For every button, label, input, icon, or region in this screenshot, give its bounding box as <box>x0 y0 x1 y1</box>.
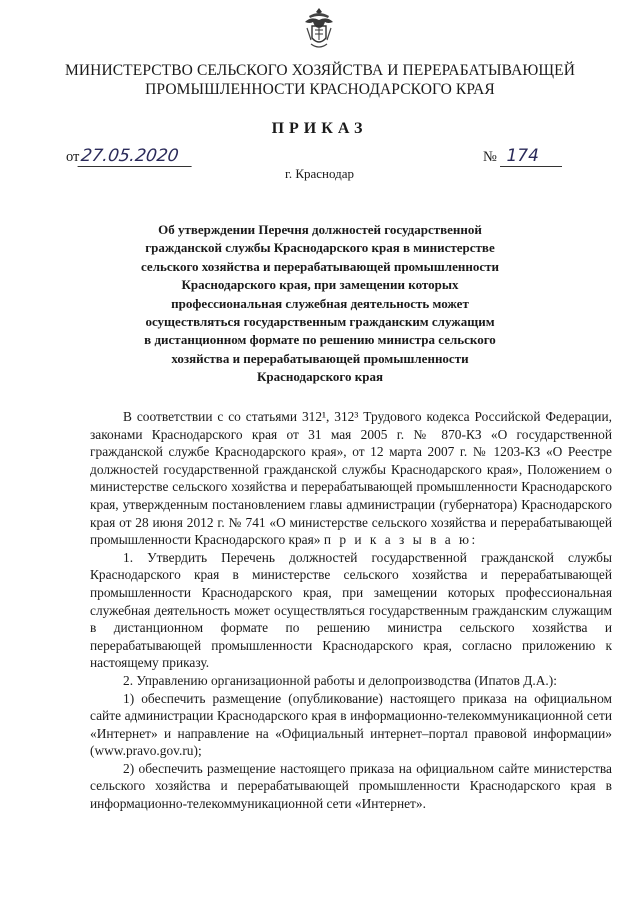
title-line: профессиональная служебная деятельность может <box>171 295 469 311</box>
number-label: № <box>483 149 497 165</box>
krasnodar-coat-of-arms-icon <box>301 6 337 50</box>
item-2-1-paragraph: 1) обеспечить размещение (опубликование) настоящего приказа на официальном сайте администрации Краснодарского края в информационно-телекоммуникационной сети «Интернет» и направление на «Официальный интернет–портал правовой информации» (www.pravo.gov.ru); <box>90 690 612 759</box>
order-word: п р и к а з ы в а ю: <box>323 532 478 548</box>
title-line: гражданской службы Краснодарского края в министерстве <box>145 240 495 256</box>
title-line: Краснодарского края <box>256 369 384 385</box>
document-title <box>140 221 500 387</box>
date-value: 27.05.2020 <box>78 146 195 167</box>
preamble-text: В соответствии с со статьями 312¹, 312³ Трудового кодекса Российской Федерации, законами Краснодарского края от 31 мая 2005 г. № 870-КЗ «О государственной гражданской службе Краснодарского края», от 12 марта 2007 г. № 1203-КЗ «О Реестре должностей государственной гражданской службы Краснодарского края», Положением о министерстве сельского хозяйства и перерабатывающей промышленности Краснодарского края, утвержденным постановлением главы администрации (губернатора) Краснодарского края от 28 июня 2012 г. № 741 «О министерстве сельского хозяйства и перерабатывающей промышленности Краснодарского края» <box>90 409 612 548</box>
order-number <box>483 146 562 167</box>
order-date <box>66 146 193 167</box>
city: г. Краснодар <box>284 166 355 181</box>
ministry-line-2: ПРОМЫШЛЕННОСТИ КРАСНОДАРСКОГО КРАЯ <box>145 81 495 98</box>
document-body <box>90 408 612 813</box>
date-label: от <box>66 149 80 165</box>
title-line: Краснодарского края, при замещении которых <box>181 277 459 293</box>
title-line: хозяйства и перерабатывающей промышленности <box>171 350 469 366</box>
number-value: 174 <box>500 146 562 167</box>
item-1-paragraph: 1. Утвердить Перечень должностей государственной гражданской службы Краснодарского края в министерстве сельского хозяйства и перерабатывающей промышленности Краснодарского края, при замещении которых профессиональная служебная деятельность может осуществляться государственным гражданским служащим в дистанционном формате по решению министра сельского хозяйства и перерабатывающей промышленности Краснодарского края, согласно приложению к настоящему приказу. <box>90 549 612 671</box>
item-2-2-paragraph: 2) обеспечить размещение настоящего приказа на официальном сайте министерства сельского хозяйства и перерабатывающей промышленности Краснодарского края в информационно-телекоммуникационной сети «Интернет». <box>90 760 612 812</box>
title-line: осуществляться государственным гражданским служащим <box>145 314 495 330</box>
ministry-line-1: МИНИСТЕРСТВО СЕЛЬСКОГО ХОЗЯЙСТВА И ПЕРЕРАБАТЫВАЮЩЕЙ <box>64 62 575 79</box>
title-line: сельского хозяйства и перерабатывающей промышленности <box>141 258 499 274</box>
document-type: ПРИКАЗ <box>271 120 368 137</box>
ministry-name <box>40 61 600 99</box>
title-line: Об утверждении Перечня должностей государственной <box>158 222 482 237</box>
title-line: в дистанционном формате по решению министра сельского <box>144 332 496 348</box>
preamble-paragraph <box>90 408 612 549</box>
item-2-paragraph: 2. Управлению организационной работы и делопроизводства (Ипатов Д.А.): <box>123 672 557 688</box>
